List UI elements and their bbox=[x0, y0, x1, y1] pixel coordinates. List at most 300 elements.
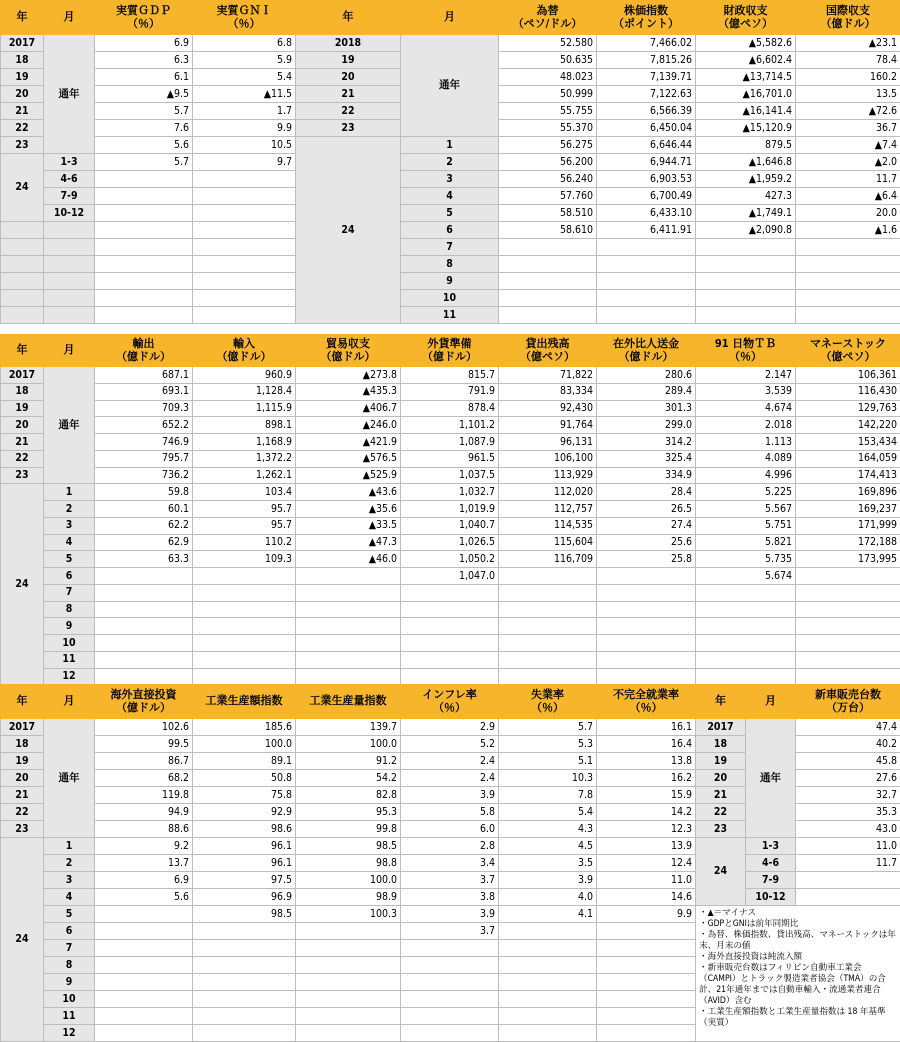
column-header: 新車販売台数 （万台） bbox=[796, 685, 900, 719]
empty-cell bbox=[95, 1025, 193, 1042]
empty-cell bbox=[696, 651, 796, 668]
value-cell: ▲421.9 bbox=[296, 434, 401, 451]
value-cell: 62.9 bbox=[95, 534, 193, 551]
value-cell: 91.2 bbox=[296, 753, 401, 770]
value-cell: 6,411.91 bbox=[597, 222, 696, 239]
value-cell: 95.7 bbox=[193, 501, 296, 518]
value-cell: ▲2,090.8 bbox=[696, 222, 796, 239]
value-cell: 1,128.4 bbox=[193, 383, 296, 400]
value-cell: 6.3 bbox=[95, 52, 193, 69]
year-label: 19 bbox=[1, 753, 44, 770]
year-label: 2018 bbox=[296, 35, 401, 52]
value-cell: 289.4 bbox=[597, 383, 696, 400]
value-cell: 25.6 bbox=[597, 534, 696, 551]
empty-cell bbox=[193, 307, 296, 324]
value-cell: 83,334 bbox=[499, 383, 597, 400]
year-label: 22 bbox=[1, 120, 44, 137]
empty-cell bbox=[597, 991, 696, 1008]
column-header: 年 bbox=[296, 1, 401, 35]
value-cell: 112,757 bbox=[499, 501, 597, 518]
month-label: 4 bbox=[401, 188, 499, 205]
column-header: 実質ＧＤＰ （％） bbox=[95, 1, 193, 35]
table-row bbox=[1, 273, 900, 290]
value-cell: ▲273.8 bbox=[296, 367, 401, 384]
month-label: 11 bbox=[44, 651, 95, 668]
column-header: 貿易収支 （億ドル） bbox=[296, 335, 401, 367]
value-cell: 5.7 bbox=[95, 154, 193, 171]
value-cell: 55.370 bbox=[499, 120, 597, 137]
column-header: 在外比人送金 （億ドル） bbox=[597, 335, 696, 367]
month-label: 9 bbox=[44, 618, 95, 635]
year-label: 19 bbox=[1, 69, 44, 86]
table-row bbox=[1, 584, 900, 601]
table-industry-prices bbox=[0, 684, 900, 1042]
value-cell: 5.751 bbox=[696, 517, 796, 534]
month-label: 7 bbox=[44, 940, 95, 957]
year-label: 23 bbox=[1, 467, 44, 484]
empty-cell bbox=[796, 651, 900, 668]
value-cell: ▲7.4 bbox=[796, 137, 900, 154]
month-label: 1 bbox=[44, 484, 95, 501]
value-cell: 98.9 bbox=[296, 889, 401, 906]
table-gdp-fx bbox=[0, 0, 900, 324]
value-cell: 116,709 bbox=[499, 551, 597, 568]
value-cell: 2.018 bbox=[696, 417, 796, 434]
value-cell: ▲35.6 bbox=[296, 501, 401, 518]
value-cell: 6.9 bbox=[95, 872, 193, 889]
empty-cell bbox=[1, 307, 44, 324]
empty-cell bbox=[95, 668, 193, 685]
empty-cell bbox=[401, 668, 499, 685]
empty-cell bbox=[597, 618, 696, 635]
value-cell: ▲1,646.8 bbox=[696, 154, 796, 171]
value-cell: 2.8 bbox=[401, 838, 499, 855]
empty-cell bbox=[95, 1008, 193, 1025]
empty-cell bbox=[296, 568, 401, 585]
empty-cell bbox=[696, 256, 796, 273]
month-label: 2 bbox=[44, 855, 95, 872]
empty-cell bbox=[796, 872, 900, 889]
value-cell: 6,646.44 bbox=[597, 137, 696, 154]
value-cell: 97.5 bbox=[193, 872, 296, 889]
empty-cell bbox=[95, 618, 193, 635]
column-header: 外貨準備 （億ドル） bbox=[401, 335, 499, 367]
table-row bbox=[1, 651, 900, 668]
year-label: 20 bbox=[1, 417, 44, 434]
year-label: 22 bbox=[296, 103, 401, 120]
value-cell: 68.2 bbox=[95, 770, 193, 787]
empty-cell bbox=[296, 618, 401, 635]
quarter-label: 7-9 bbox=[44, 188, 95, 205]
value-cell: 4.0 bbox=[499, 889, 597, 906]
year-label: 24 bbox=[696, 838, 746, 906]
footnote-line: ・▲＝マイナス bbox=[699, 908, 897, 919]
month-label: 1 bbox=[44, 838, 95, 855]
column-header: 工業生産額指数 bbox=[193, 685, 296, 719]
empty-cell bbox=[1, 222, 44, 239]
value-cell: ▲72.6 bbox=[796, 103, 900, 120]
empty-cell bbox=[499, 290, 597, 307]
value-cell: ▲43.6 bbox=[296, 484, 401, 501]
period-label: 通年 bbox=[401, 35, 499, 137]
empty-cell bbox=[696, 601, 796, 618]
empty-cell bbox=[499, 1008, 597, 1025]
year-label: 24 bbox=[1, 484, 44, 685]
month-label: 7 bbox=[44, 584, 95, 601]
value-cell: 50.8 bbox=[193, 770, 296, 787]
value-cell: 9.9 bbox=[193, 120, 296, 137]
empty-cell bbox=[499, 256, 597, 273]
value-cell: ▲2.0 bbox=[796, 154, 900, 171]
footnotes bbox=[696, 906, 900, 1042]
year-label: 23 bbox=[696, 821, 746, 838]
empty-cell bbox=[95, 239, 193, 256]
column-header: 年 bbox=[696, 685, 746, 719]
value-cell: ▲11.5 bbox=[193, 86, 296, 103]
empty-cell bbox=[796, 568, 900, 585]
column-header: 実質ＧＮＩ （％） bbox=[193, 1, 296, 35]
value-cell: 736.2 bbox=[95, 467, 193, 484]
value-cell: 5.2 bbox=[401, 736, 499, 753]
month-label: 3 bbox=[44, 517, 95, 534]
value-cell: 3.9 bbox=[499, 872, 597, 889]
value-cell: ▲1.6 bbox=[796, 222, 900, 239]
value-cell: 7,122.63 bbox=[597, 86, 696, 103]
value-cell: ▲6,602.4 bbox=[696, 52, 796, 69]
value-cell: 78.4 bbox=[796, 52, 900, 69]
value-cell: 160.2 bbox=[796, 69, 900, 86]
value-cell: 1,032.7 bbox=[401, 484, 499, 501]
empty-cell bbox=[796, 239, 900, 256]
value-cell: 5.6 bbox=[95, 137, 193, 154]
month-label: 12 bbox=[44, 1025, 95, 1042]
value-cell: 280.6 bbox=[597, 367, 696, 384]
column-header: 工業生産量指数 bbox=[296, 685, 401, 719]
value-cell: 11.0 bbox=[597, 872, 696, 889]
value-cell: 98.5 bbox=[193, 906, 296, 923]
value-cell: 13.8 bbox=[597, 753, 696, 770]
value-cell: 60.1 bbox=[95, 501, 193, 518]
value-cell: 25.8 bbox=[597, 551, 696, 568]
column-header: 月 bbox=[44, 335, 95, 367]
value-cell: 99.5 bbox=[95, 736, 193, 753]
value-cell: 98.5 bbox=[296, 838, 401, 855]
value-cell: 82.8 bbox=[296, 787, 401, 804]
value-cell: 91,764 bbox=[499, 417, 597, 434]
value-cell: 100.0 bbox=[296, 872, 401, 889]
footnote-line: ・新車販売台数はフィリピン自動車工業会（CAMPI）とトラック製造業者協会（TMA）の合計、21年通年までは自動車輸入・流通業者連合（AVID）含む bbox=[699, 963, 897, 1007]
empty-cell bbox=[95, 635, 193, 652]
value-cell: 6,433.10 bbox=[597, 205, 696, 222]
value-cell: 5.7 bbox=[95, 103, 193, 120]
empty-cell bbox=[597, 923, 696, 940]
value-cell: ▲5,582.6 bbox=[696, 35, 796, 52]
empty-cell bbox=[499, 957, 597, 974]
empty-cell bbox=[95, 273, 193, 290]
value-cell: 32.7 bbox=[796, 787, 900, 804]
value-cell: 113,929 bbox=[499, 467, 597, 484]
value-cell: 1,026.5 bbox=[401, 534, 499, 551]
value-cell: 6.9 bbox=[95, 35, 193, 52]
value-cell: 58.510 bbox=[499, 205, 597, 222]
column-header: 月 bbox=[44, 685, 95, 719]
empty-cell bbox=[696, 290, 796, 307]
empty-cell bbox=[597, 601, 696, 618]
column-header: 失業率 （％） bbox=[499, 685, 597, 719]
value-cell: 1,040.7 bbox=[401, 517, 499, 534]
empty-cell bbox=[499, 651, 597, 668]
value-cell: 88.6 bbox=[95, 821, 193, 838]
value-cell: ▲9.5 bbox=[95, 86, 193, 103]
value-cell: 1,050.2 bbox=[401, 551, 499, 568]
table-row bbox=[1, 434, 900, 451]
empty-cell bbox=[499, 635, 597, 652]
value-cell: 1,101.2 bbox=[401, 417, 499, 434]
empty-cell bbox=[44, 290, 95, 307]
month-label: 2 bbox=[401, 154, 499, 171]
empty-cell bbox=[401, 584, 499, 601]
value-cell: 95.7 bbox=[193, 517, 296, 534]
value-cell: ▲16,141.4 bbox=[696, 103, 796, 120]
column-header: 年 bbox=[1, 335, 44, 367]
empty-cell bbox=[296, 584, 401, 601]
column-header: マネーストック （億ペソ） bbox=[796, 335, 900, 367]
empty-cell bbox=[296, 923, 401, 940]
empty-cell bbox=[499, 568, 597, 585]
table-row bbox=[1, 906, 900, 923]
value-cell: 5.1 bbox=[499, 753, 597, 770]
value-cell: 27.6 bbox=[796, 770, 900, 787]
value-cell: 9.9 bbox=[597, 906, 696, 923]
value-cell: 5.674 bbox=[696, 568, 796, 585]
empty-cell bbox=[597, 290, 696, 307]
table-row bbox=[1, 222, 900, 239]
value-cell: 96.1 bbox=[193, 838, 296, 855]
empty-cell bbox=[597, 668, 696, 685]
column-header: 不完全就業率 （％） bbox=[597, 685, 696, 719]
value-cell: 12.4 bbox=[597, 855, 696, 872]
value-cell: 62.2 bbox=[95, 517, 193, 534]
footnote-line: ・GDPとGNIは前年同期比 bbox=[699, 919, 897, 930]
value-cell: 115,604 bbox=[499, 534, 597, 551]
value-cell: 95.3 bbox=[296, 804, 401, 821]
value-cell: 103.4 bbox=[193, 484, 296, 501]
value-cell: ▲46.0 bbox=[296, 551, 401, 568]
year-label: 18 bbox=[1, 736, 44, 753]
value-cell: 173,995 bbox=[796, 551, 900, 568]
column-header: インフレ率 （％） bbox=[401, 685, 499, 719]
empty-cell bbox=[296, 1025, 401, 1042]
value-cell: ▲33.5 bbox=[296, 517, 401, 534]
value-cell: 1,087.9 bbox=[401, 434, 499, 451]
month-label: 8 bbox=[44, 601, 95, 618]
column-header: 月 bbox=[401, 1, 499, 35]
value-cell: 50.999 bbox=[499, 86, 597, 103]
header-row bbox=[1, 685, 900, 719]
empty-cell bbox=[796, 635, 900, 652]
value-cell: 3.5 bbox=[499, 855, 597, 872]
value-cell: 13.5 bbox=[796, 86, 900, 103]
empty-cell bbox=[401, 974, 499, 991]
empty-cell bbox=[193, 205, 296, 222]
value-cell: 36.7 bbox=[796, 120, 900, 137]
empty-cell bbox=[193, 923, 296, 940]
value-cell: 48.023 bbox=[499, 69, 597, 86]
month-label: 9 bbox=[44, 974, 95, 991]
empty-cell bbox=[193, 290, 296, 307]
empty-cell bbox=[95, 256, 193, 273]
value-cell: ▲525.9 bbox=[296, 467, 401, 484]
empty-cell bbox=[796, 668, 900, 685]
table-row bbox=[1, 551, 900, 568]
table-row bbox=[1, 307, 900, 324]
value-cell: 109.3 bbox=[193, 551, 296, 568]
empty-cell bbox=[193, 668, 296, 685]
value-cell: 14.6 bbox=[597, 889, 696, 906]
value-cell: 20.0 bbox=[796, 205, 900, 222]
empty-cell bbox=[696, 239, 796, 256]
year-label: 23 bbox=[1, 137, 44, 154]
year-label: 19 bbox=[1, 400, 44, 417]
footnote-line: ・工業生産額指数と工業生産量指数は 18 年基準（実質） bbox=[699, 1007, 897, 1029]
value-cell: 13.7 bbox=[95, 855, 193, 872]
value-cell: 6,700.49 bbox=[597, 188, 696, 205]
value-cell: 11.7 bbox=[796, 855, 900, 872]
empty-cell bbox=[499, 668, 597, 685]
table-row bbox=[1, 501, 900, 518]
empty-cell bbox=[95, 974, 193, 991]
empty-cell bbox=[499, 1025, 597, 1042]
value-cell: 2.147 bbox=[696, 367, 796, 384]
value-cell: ▲16,701.0 bbox=[696, 86, 796, 103]
empty-cell bbox=[296, 601, 401, 618]
column-header: 為替 （ペソ/ドル） bbox=[499, 1, 597, 35]
empty-cell bbox=[95, 307, 193, 324]
empty-cell bbox=[499, 991, 597, 1008]
empty-cell bbox=[193, 568, 296, 585]
empty-cell bbox=[499, 923, 597, 940]
value-cell: 96.9 bbox=[193, 889, 296, 906]
value-cell: 5.567 bbox=[696, 501, 796, 518]
month-label: 4 bbox=[44, 889, 95, 906]
year-label: 22 bbox=[696, 804, 746, 821]
value-cell: 4.1 bbox=[499, 906, 597, 923]
empty-cell bbox=[193, 618, 296, 635]
empty-cell bbox=[796, 601, 900, 618]
empty-cell bbox=[95, 188, 193, 205]
value-cell: 314.2 bbox=[597, 434, 696, 451]
empty-cell bbox=[796, 584, 900, 601]
empty-cell bbox=[95, 601, 193, 618]
empty-cell bbox=[401, 991, 499, 1008]
value-cell: ▲23.1 bbox=[796, 35, 900, 52]
empty-cell bbox=[597, 974, 696, 991]
empty-cell bbox=[499, 273, 597, 290]
value-cell: 27.4 bbox=[597, 517, 696, 534]
value-cell: 1,372.2 bbox=[193, 450, 296, 467]
month-label: 9 bbox=[401, 273, 499, 290]
value-cell: 92,430 bbox=[499, 400, 597, 417]
year-label: 2017 bbox=[1, 35, 44, 52]
value-cell: 815.7 bbox=[401, 367, 499, 384]
empty-cell bbox=[296, 1008, 401, 1025]
empty-cell bbox=[796, 290, 900, 307]
empty-cell bbox=[597, 307, 696, 324]
period-label: 通年 bbox=[44, 35, 95, 154]
value-cell: 1,262.1 bbox=[193, 467, 296, 484]
empty-cell bbox=[193, 940, 296, 957]
value-cell: 98.8 bbox=[296, 855, 401, 872]
value-cell: 301.3 bbox=[597, 400, 696, 417]
empty-cell bbox=[796, 307, 900, 324]
empty-cell bbox=[95, 222, 193, 239]
value-cell: 100.0 bbox=[193, 736, 296, 753]
column-header: 年 bbox=[1, 1, 44, 35]
empty-cell bbox=[401, 651, 499, 668]
empty-cell bbox=[193, 601, 296, 618]
year-label: 18 bbox=[1, 52, 44, 69]
empty-cell bbox=[193, 957, 296, 974]
empty-cell bbox=[193, 256, 296, 273]
value-cell: 7,139.71 bbox=[597, 69, 696, 86]
table-row bbox=[1, 601, 900, 618]
value-cell: 709.3 bbox=[95, 400, 193, 417]
empty-cell bbox=[44, 256, 95, 273]
value-cell: 40.2 bbox=[796, 736, 900, 753]
table-row bbox=[1, 137, 900, 154]
year-label: 2017 bbox=[696, 719, 746, 736]
column-header: 月 bbox=[44, 1, 95, 35]
year-label: 21 bbox=[1, 434, 44, 451]
empty-cell bbox=[193, 635, 296, 652]
value-cell: 172,188 bbox=[796, 534, 900, 551]
value-cell: ▲47.3 bbox=[296, 534, 401, 551]
month-label: 11 bbox=[44, 1008, 95, 1025]
empty-cell bbox=[95, 171, 193, 188]
table-row bbox=[1, 35, 900, 52]
value-cell: ▲15,120.9 bbox=[696, 120, 796, 137]
table-row bbox=[1, 450, 900, 467]
table-row bbox=[1, 256, 900, 273]
month-label: 12 bbox=[44, 668, 95, 685]
quarter-label: 7-9 bbox=[746, 872, 796, 889]
empty-cell bbox=[499, 239, 597, 256]
value-cell: 139.7 bbox=[296, 719, 401, 736]
value-cell: 110.2 bbox=[193, 534, 296, 551]
value-cell: 106,100 bbox=[499, 450, 597, 467]
value-cell: 185.6 bbox=[193, 719, 296, 736]
value-cell: 142,220 bbox=[796, 417, 900, 434]
value-cell: ▲435.3 bbox=[296, 383, 401, 400]
empty-cell bbox=[401, 635, 499, 652]
value-cell: 5.225 bbox=[696, 484, 796, 501]
month-label: 3 bbox=[44, 872, 95, 889]
value-cell: 43.0 bbox=[796, 821, 900, 838]
empty-cell bbox=[296, 974, 401, 991]
value-cell: 59.8 bbox=[95, 484, 193, 501]
value-cell: 4.089 bbox=[696, 450, 796, 467]
empty-cell bbox=[1, 273, 44, 290]
value-cell: 879.5 bbox=[696, 137, 796, 154]
value-cell: 746.9 bbox=[95, 434, 193, 451]
year-label: 22 bbox=[1, 804, 44, 821]
table-row bbox=[1, 534, 900, 551]
value-cell: 171,999 bbox=[796, 517, 900, 534]
value-cell: 6,450.04 bbox=[597, 120, 696, 137]
empty-cell bbox=[796, 256, 900, 273]
year-label: 21 bbox=[296, 86, 401, 103]
table-row bbox=[1, 171, 900, 188]
